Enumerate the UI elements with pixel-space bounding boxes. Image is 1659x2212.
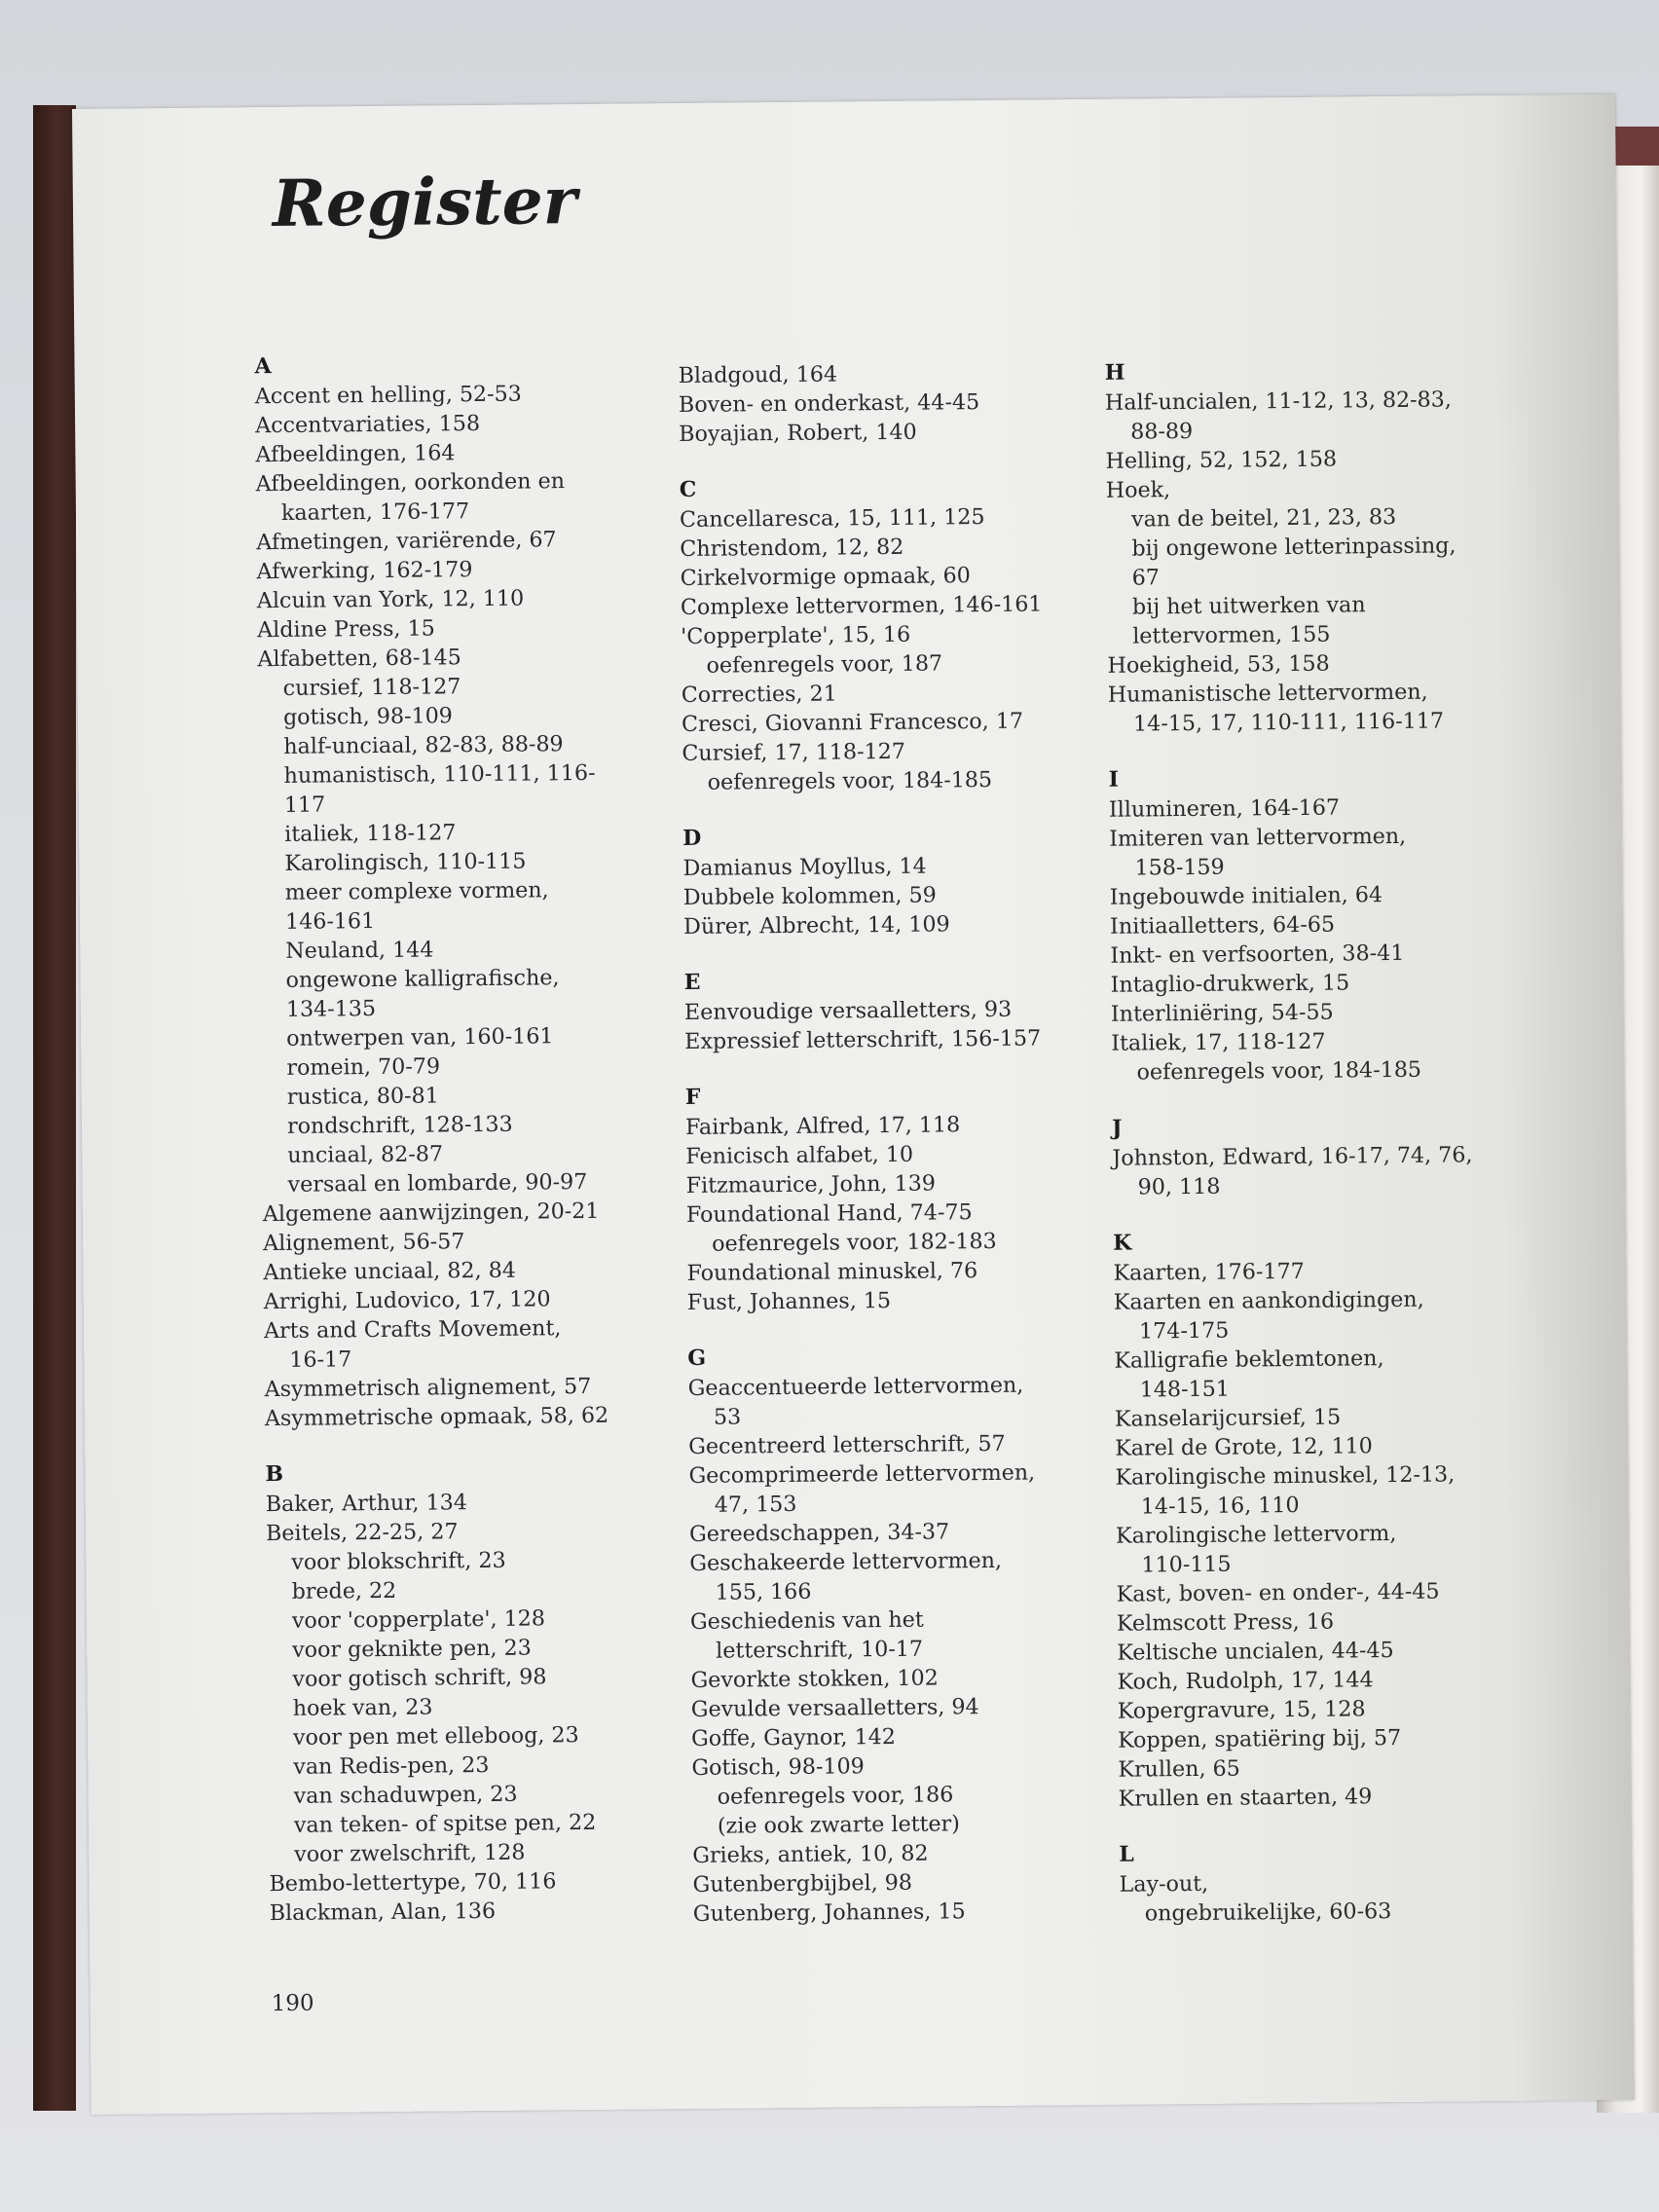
index-entry: Damianus Moyllus, 14: [682, 853, 927, 882]
index-subentry: 146-161: [284, 908, 376, 935]
index-entry: Karolingische minuskel, 12-13,: [1115, 1461, 1456, 1491]
index-subentry: ongewone kalligrafische,: [285, 965, 560, 993]
index-subentry: oefenregels voor, 187: [706, 650, 943, 679]
index-subentry: ongebruikelijke, 60-63: [1144, 1899, 1392, 1927]
index-subentry: 88-89: [1130, 418, 1194, 445]
index-subentry: 16-17: [289, 1346, 352, 1373]
index-entry: Foundational minuskel, 76: [686, 1258, 978, 1286]
index-entry: Imiteren van lettervormen,: [1109, 823, 1407, 852]
index-entry: Intaglio-drukwerk, 15: [1110, 970, 1350, 998]
index-subentry: van teken- of spitse pen, 22: [293, 1809, 597, 1838]
index-entry: Ingebouwde initialen, 64: [1109, 882, 1383, 910]
index-entry: Bladgoud, 164: [678, 361, 838, 389]
index-subentry: hoek van, 23: [292, 1694, 433, 1721]
index-entry: Bembo-lettertype, 70, 116: [269, 1868, 557, 1898]
index-subentry: 53: [713, 1404, 742, 1430]
index-entry: Dubbele kolommen, 59: [682, 882, 937, 911]
page-number: 190: [271, 1990, 314, 2017]
index-subentry: 14-15, 16, 110: [1140, 1492, 1300, 1520]
index-entry: Kast, boven- en onder-, 44-45: [1116, 1578, 1440, 1607]
index-entry: Arrighi, Ludovico, 17, 120: [263, 1286, 551, 1315]
index-entry: Gecentreerd letterschrift, 57: [688, 1430, 1006, 1459]
index-entry: Half-uncialen, 11-12, 13, 82-83,: [1104, 387, 1453, 416]
index-entry: Hoekigheid, 53, 158: [1107, 650, 1330, 679]
section-letter: A: [254, 353, 272, 380]
index-entry: Boven- en onderkast, 44-45: [678, 389, 980, 419]
index-section: [1104, 353, 1536, 739]
index-entry: Kopergravure, 15, 128: [1117, 1696, 1366, 1724]
index-entry: Foundational Hand, 74-75: [685, 1199, 973, 1228]
index-subentry: voor blokschrift, 23: [291, 1547, 506, 1575]
index-entry: Gecomprimeerde lettervormen,: [688, 1459, 1036, 1489]
index-entry: Geschiedenis van het: [689, 1606, 924, 1635]
index-entry: Fust, Johannes, 15: [686, 1287, 892, 1315]
index-entry: Lay-out,: [1119, 1870, 1209, 1898]
index-subentry: romein, 70-79: [286, 1053, 441, 1081]
index-subentry: 174-175: [1138, 1317, 1230, 1345]
index-entry: Interliniëring, 54-55: [1110, 999, 1334, 1027]
index-entry: Beitels, 22-25, 27: [265, 1519, 459, 1547]
index-entry: Cursief, 17, 118-127: [682, 738, 906, 767]
index-subentry: 134-135: [285, 996, 377, 1022]
index-entry: Gevulde versaalletters, 94: [690, 1694, 979, 1722]
index-subentry: ontwerpen van, 160-161: [286, 1023, 554, 1051]
index-section: [680, 470, 1111, 797]
index-entry: Keltische uncialen, 44-45: [1117, 1638, 1394, 1666]
index-subentry: rondschrift, 128-133: [286, 1111, 513, 1139]
index-entry: Fenicisch alfabet, 10: [685, 1141, 914, 1169]
index-subentry: oefenregels voor, 186: [717, 1782, 954, 1810]
index-entry: Afmetingen, variërende, 67: [256, 527, 557, 556]
index-subentry: kaarten, 176-177: [280, 498, 470, 526]
index-entry: Baker, Arthur, 134: [265, 1490, 468, 1518]
index-entry: Initiaalletters, 64-65: [1109, 911, 1336, 940]
index-subentry: van Redis-pen, 23: [293, 1751, 490, 1780]
index-entry: Humanistische lettervormen,: [1107, 679, 1428, 708]
index-entry: Boyajian, Robert, 140: [679, 419, 917, 448]
page-title: Register: [272, 163, 577, 242]
index-entry: Johnston, Edward, 16-17, 74, 76,: [1112, 1142, 1473, 1171]
index-subentry: oefenregels voor, 184-185: [1136, 1056, 1422, 1086]
index-entry: Koppen, spatiëring bij, 57: [1118, 1724, 1402, 1753]
index-subentry: bij het uitwerken van: [1131, 592, 1366, 620]
index-subentry: van schaduwpen, 23: [293, 1781, 518, 1809]
index-entry: Koch, Rudolph, 17, 144: [1117, 1667, 1374, 1695]
index-entry: Kanselarijcursief, 15: [1114, 1404, 1342, 1432]
index-section: [687, 1339, 1122, 1929]
index-subentry: letterschrift, 10-17: [716, 1636, 924, 1664]
index-entry: Asymmetrisch alignement, 57: [264, 1373, 592, 1403]
index-section: [1119, 1835, 1548, 1929]
index-entry: Gotisch, 98-109: [691, 1753, 865, 1781]
book-cover-edge: [33, 105, 76, 2111]
index-subentry: voor zwelschrift, 128: [294, 1839, 526, 1867]
index-subentry: 158-159: [1134, 854, 1225, 881]
index-entry: Accent en helling, 52-53: [254, 381, 522, 410]
index-entry: Blackman, Alan, 136: [269, 1898, 497, 1927]
index-entry: Fitzmaurice, John, 139: [685, 1170, 937, 1198]
index-entry: Accentvariaties, 158: [255, 410, 481, 439]
index-entry: Geschakeerde lettervormen,: [689, 1547, 1003, 1576]
index-subentry: 110-115: [1141, 1551, 1232, 1578]
index-section: [254, 347, 693, 1433]
index-column-3: [1104, 353, 1548, 1954]
index-entry: Krullen, 65: [1118, 1755, 1240, 1783]
index-subentry: meer complexe vormen,: [284, 877, 549, 905]
index-entry: Hoek,: [1105, 477, 1171, 503]
index-section: [685, 1078, 1116, 1317]
index-entry: Goffe, Gaynor, 142: [690, 1723, 897, 1751]
index-entry: Complexe lettervormen, 146-161: [680, 591, 1043, 621]
index-section: [683, 963, 1113, 1056]
index-entry: Gereedschappen, 34-37: [688, 1519, 950, 1547]
index-entry: Eenvoudige versaalletters, 93: [683, 996, 1013, 1026]
index-entry: Afwerking, 162-179: [256, 557, 473, 585]
index-entry: Helling, 52, 152, 158: [1105, 446, 1338, 474]
index-subentry: brede, 22: [291, 1577, 397, 1604]
index-subentry: italiek, 118-127: [284, 820, 457, 847]
index-subentry: van de beitel, 21, 23, 83: [1130, 503, 1397, 533]
index-entry: Arts and Crafts Movement,: [263, 1315, 562, 1345]
index-entry: Illumineren, 164-167: [1108, 794, 1341, 823]
index-subentry: voor pen met elleboog, 23: [292, 1722, 579, 1751]
index-subentry: versaal en lombarde, 90-97: [287, 1168, 588, 1198]
index-entry: Gevorkte stokken, 102: [690, 1665, 939, 1693]
index-entry: Dürer, Albrecht, 14, 109: [682, 911, 950, 940]
index-entry: Italiek, 17, 118-127: [1111, 1028, 1326, 1056]
index-entry: Kaarten, 176-177: [1113, 1258, 1305, 1286]
index-subentry: 67: [1131, 565, 1161, 591]
index-subentry: Neuland, 144: [285, 937, 434, 964]
index-subentry: 47, 153: [714, 1491, 797, 1518]
index-entry: Gutenberg, Johannes, 15: [692, 1899, 966, 1927]
index-entry: Grieks, antiek, 10, 82: [692, 1840, 929, 1868]
index-entry: Inkt- en verfsoorten, 38-41: [1110, 940, 1405, 969]
index-subentry: 117: [283, 792, 326, 818]
index-entry: Kalligrafie beklemtonen,: [1114, 1346, 1384, 1374]
index-entry: Expressief letterschrift, 156-157: [684, 1025, 1042, 1055]
index-entry: Alfabetten, 68-145: [257, 645, 461, 673]
index-section: [1113, 1224, 1547, 1814]
index-subentry: cursief, 118-127: [282, 674, 461, 701]
section-letter: C: [679, 476, 697, 503]
index-subentry: voor 'copperplate', 128: [291, 1605, 546, 1634]
section-letter: F: [684, 1084, 701, 1111]
section-letter: J: [1111, 1115, 1123, 1141]
index-subentry: bij ongewone letterinpassing,: [1131, 533, 1456, 562]
index-entry: Kaarten en aankondigingen,: [1113, 1286, 1424, 1315]
index-subentry: (zie ook zwarte letter): [717, 1811, 960, 1839]
index-subentry: oefenregels voor, 184-185: [707, 766, 993, 795]
section-letter: I: [1108, 766, 1120, 793]
index-subentry: voor geknikte pen, 23: [292, 1635, 532, 1663]
index-section: [265, 1455, 698, 1928]
index-subentry: rustica, 80-81: [286, 1083, 439, 1110]
index-entry: Alignement, 56-57: [263, 1229, 465, 1257]
index-entry: Christendom, 12, 82: [680, 534, 904, 563]
index-entry: Correcties, 21: [681, 681, 837, 709]
index-entry: Cancellaresca, 15, 111, 125: [679, 504, 985, 534]
index-section: [679, 357, 1108, 449]
index-entry: 'Copperplate', 15, 16: [681, 621, 911, 650]
index-subentry: humanistisch, 110-111, 116-: [283, 759, 596, 789]
index-subentry: lettervormen, 155: [1132, 621, 1331, 649]
section-letter: H: [1104, 359, 1125, 386]
index-entry: Afbeeldingen, 164: [255, 440, 456, 468]
section-letter: L: [1119, 1841, 1134, 1867]
index-entry: Karel de Grote, 12, 110: [1115, 1433, 1373, 1461]
section-letter: D: [682, 825, 702, 852]
index-entry: Krullen en staarten, 49: [1118, 1784, 1373, 1812]
index-entry: Cresci, Giovanni Francesco, 17: [681, 708, 1024, 738]
index-column-2: [679, 357, 1123, 1954]
index-entry: Afbeeldingen, oorkonden en: [255, 468, 566, 498]
section-letter: G: [687, 1345, 707, 1371]
index-entry: Alcuin van York, 12, 110: [256, 585, 525, 614]
index-subentry: 14-15, 17, 110-111, 116-117: [1132, 708, 1445, 737]
index-entry: Aldine Press, 15: [257, 615, 435, 644]
index-entry: Geaccentueerde lettervormen,: [687, 1372, 1024, 1401]
index-entry: Cirkelvormige opmaak, 60: [680, 563, 971, 592]
index-entry: Kelmscott Press, 16: [1116, 1608, 1335, 1637]
index-section: [1112, 1109, 1541, 1202]
index-section: [1109, 760, 1540, 1088]
index-entry: Asymmetrische opmaak, 58, 62: [264, 1402, 609, 1432]
index-subentry: voor gotisch schrift, 98: [292, 1664, 547, 1692]
index-subentry: oefenregels voor, 182-183: [712, 1228, 997, 1257]
index-entry: Algemene aanwijzingen, 20-21: [262, 1198, 600, 1228]
index-entry: Karolingische lettervorm,: [1115, 1521, 1397, 1549]
index-entry: Gutenbergbijbel, 98: [692, 1869, 913, 1898]
index-subentry: gotisch, 98-109: [282, 703, 454, 730]
index-entry: Antieke unciaal, 82, 84: [263, 1257, 517, 1286]
index-subentry: 90, 118: [1137, 1173, 1221, 1200]
section-letter: B: [265, 1460, 284, 1488]
index-section: [682, 819, 1112, 941]
index-entry: Fairbank, Alfred, 17, 118: [684, 1112, 961, 1140]
index-subentry: unciaal, 82-87: [287, 1141, 444, 1168]
index-subentry: 148-151: [1139, 1376, 1231, 1403]
index-subentry: half-unciaal, 82-83, 88-89: [283, 731, 564, 759]
book-page: [72, 94, 1635, 2115]
index-subentry: 155, 166: [715, 1578, 812, 1605]
index-subentry: Karolingisch, 110-115: [284, 848, 527, 876]
index-column-1: [254, 347, 698, 1953]
section-letter: E: [683, 969, 701, 996]
section-letter: K: [1113, 1230, 1132, 1256]
